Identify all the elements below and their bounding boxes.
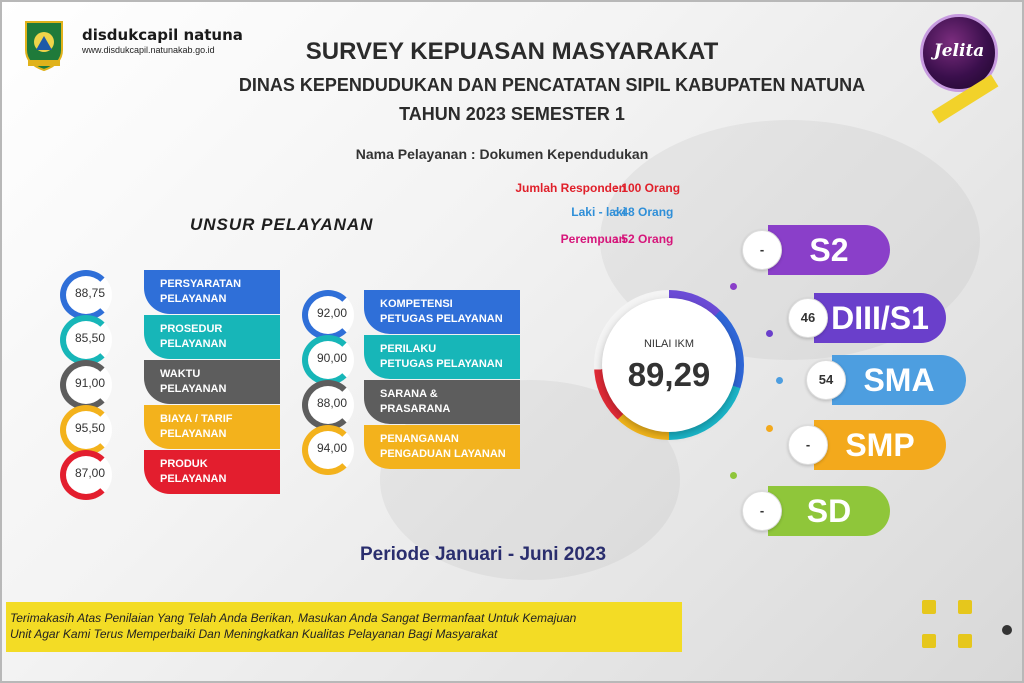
service-label-tab bbox=[144, 405, 280, 449]
service-label-tab bbox=[144, 450, 280, 494]
service-item bbox=[302, 380, 520, 430]
service-item bbox=[60, 270, 280, 320]
service-label-line-1: WAKTU bbox=[160, 368, 201, 380]
service-label-line-1: PENANGANAN bbox=[380, 433, 459, 445]
brand-name: disdukcapil natuna bbox=[82, 26, 243, 44]
connector-dot bbox=[766, 425, 773, 432]
service-label-line-1: KOMPETENSI bbox=[380, 298, 453, 310]
decorative-square bbox=[958, 600, 972, 614]
education-level-sd bbox=[742, 486, 890, 536]
service-item bbox=[302, 290, 520, 340]
service-label-line-1: SARANA & bbox=[380, 388, 438, 400]
ikm-score-circle bbox=[594, 290, 744, 440]
education-level-s2 bbox=[742, 225, 890, 275]
service-label-line-2: PELAYANAN bbox=[160, 473, 227, 485]
education-pill: DIII/S1 bbox=[814, 293, 946, 343]
service-name: Nama Pelayanan : Dokumen Kependudukan bbox=[355, 146, 649, 162]
education-pill: SD bbox=[768, 486, 890, 536]
page-title: SURVEY KEPUASAN MASYARAKAT bbox=[305, 38, 719, 65]
service-item bbox=[60, 450, 280, 500]
service-label-line-2: PRASARANA bbox=[380, 403, 451, 415]
service-label-tab bbox=[144, 315, 280, 359]
connector-dot bbox=[730, 472, 737, 479]
service-label-line-1: PRODUK bbox=[160, 458, 208, 470]
service-label-line-2: PETUGAS PELAYANAN bbox=[380, 313, 503, 325]
connector-dot bbox=[776, 377, 783, 384]
service-score: 85,50 bbox=[74, 331, 106, 345]
service-label-line-1: PERILAKU bbox=[380, 343, 437, 355]
period-label: Periode Januari - Juni 2023 bbox=[360, 544, 607, 565]
service-score: 87,00 bbox=[74, 466, 106, 480]
service-item bbox=[302, 335, 520, 385]
education-count: - bbox=[742, 491, 782, 531]
decorative-square bbox=[922, 600, 936, 614]
page-subtitle: DINAS KEPENDUDUKAN DAN PENCATATAN SIPIL KABUPATEN NATUNA bbox=[238, 75, 866, 95]
service-label-line-1: PERSYARATAN bbox=[160, 278, 242, 290]
section-title: UNSUR PELAYANAN bbox=[190, 215, 374, 234]
service-label-line-2: PELAYANAN bbox=[160, 293, 227, 305]
service-label-line-2: PETUGAS PELAYANAN bbox=[380, 358, 503, 370]
decorative-square bbox=[922, 634, 936, 648]
service-score: 94,00 bbox=[316, 441, 348, 455]
service-label-line-2: PELAYANAN bbox=[160, 383, 227, 395]
education-level-smp bbox=[788, 420, 946, 470]
service-score: 91,00 bbox=[74, 376, 106, 390]
page-year: TAHUN 2023 SEMESTER 1 bbox=[399, 104, 625, 124]
service-label-tab bbox=[364, 425, 520, 469]
stat-value: : 100 Orang bbox=[614, 181, 681, 195]
thank-you-line-2: Unit Agar Kami Terus Memperbaiki Dan Meningkatkan Kualitas Pelayanan Bagi Masyarakat bbox=[10, 627, 498, 641]
service-score: 90,00 bbox=[316, 351, 348, 365]
service-score: 95,50 bbox=[74, 421, 106, 435]
service-label-line-2: PELAYANAN bbox=[160, 428, 227, 440]
education-pill: SMA bbox=[832, 355, 966, 405]
stat-value: : 48 Orang bbox=[614, 205, 674, 219]
service-label-tab bbox=[144, 270, 280, 314]
brand-url: www.disdukcapil.natunakab.go.id bbox=[82, 45, 215, 55]
decorative-dot bbox=[1002, 625, 1012, 635]
thank-you-banner bbox=[6, 602, 682, 652]
stat-label: Jumlah Responden bbox=[515, 181, 626, 195]
ikm-label: NILAI IKM bbox=[643, 338, 695, 350]
education-pill: S2 bbox=[768, 225, 890, 275]
service-item bbox=[60, 405, 280, 455]
stat-label: Laki - laki bbox=[571, 205, 626, 219]
service-item bbox=[302, 425, 520, 475]
service-label-line-1: PROSEDUR bbox=[160, 323, 223, 335]
education-count: - bbox=[742, 230, 782, 270]
stat-value: : 52 Orang bbox=[614, 232, 674, 246]
service-score: 92,00 bbox=[316, 306, 348, 320]
education-level-diii-s1 bbox=[788, 293, 946, 343]
service-item bbox=[60, 315, 280, 365]
education-level-sma bbox=[806, 355, 966, 405]
service-label-line-2: PENGADUAN LAYANAN bbox=[380, 448, 506, 460]
education-count: 46 bbox=[788, 298, 828, 338]
service-score: 88,00 bbox=[316, 396, 348, 410]
thank-you-line-1: Terimakasih Atas Penilaian Yang Telah Anda Berikan, Masukan Anda Sangat Bermanfaat Untuk Kemajuan bbox=[10, 611, 577, 625]
connector-dot bbox=[730, 283, 737, 290]
service-label-tab bbox=[364, 335, 520, 379]
service-item bbox=[60, 360, 280, 410]
service-label-tab bbox=[364, 290, 520, 334]
service-label-tab bbox=[144, 360, 280, 404]
jelita-logo-text: Jelita bbox=[933, 41, 985, 61]
service-score: 88,75 bbox=[74, 286, 106, 300]
education-count: 54 bbox=[806, 360, 846, 400]
connector-dot bbox=[766, 330, 773, 337]
ikm-value: 89,29 bbox=[627, 356, 711, 393]
service-label-line-2: PELAYANAN bbox=[160, 338, 227, 350]
decorative-square bbox=[958, 634, 972, 648]
education-count: - bbox=[788, 425, 828, 465]
stat-label: Perempuan bbox=[560, 232, 626, 246]
service-label-line-1: BIAYA / TARIF bbox=[160, 413, 233, 425]
education-pill: SMP bbox=[814, 420, 946, 470]
service-label-tab bbox=[364, 380, 520, 424]
